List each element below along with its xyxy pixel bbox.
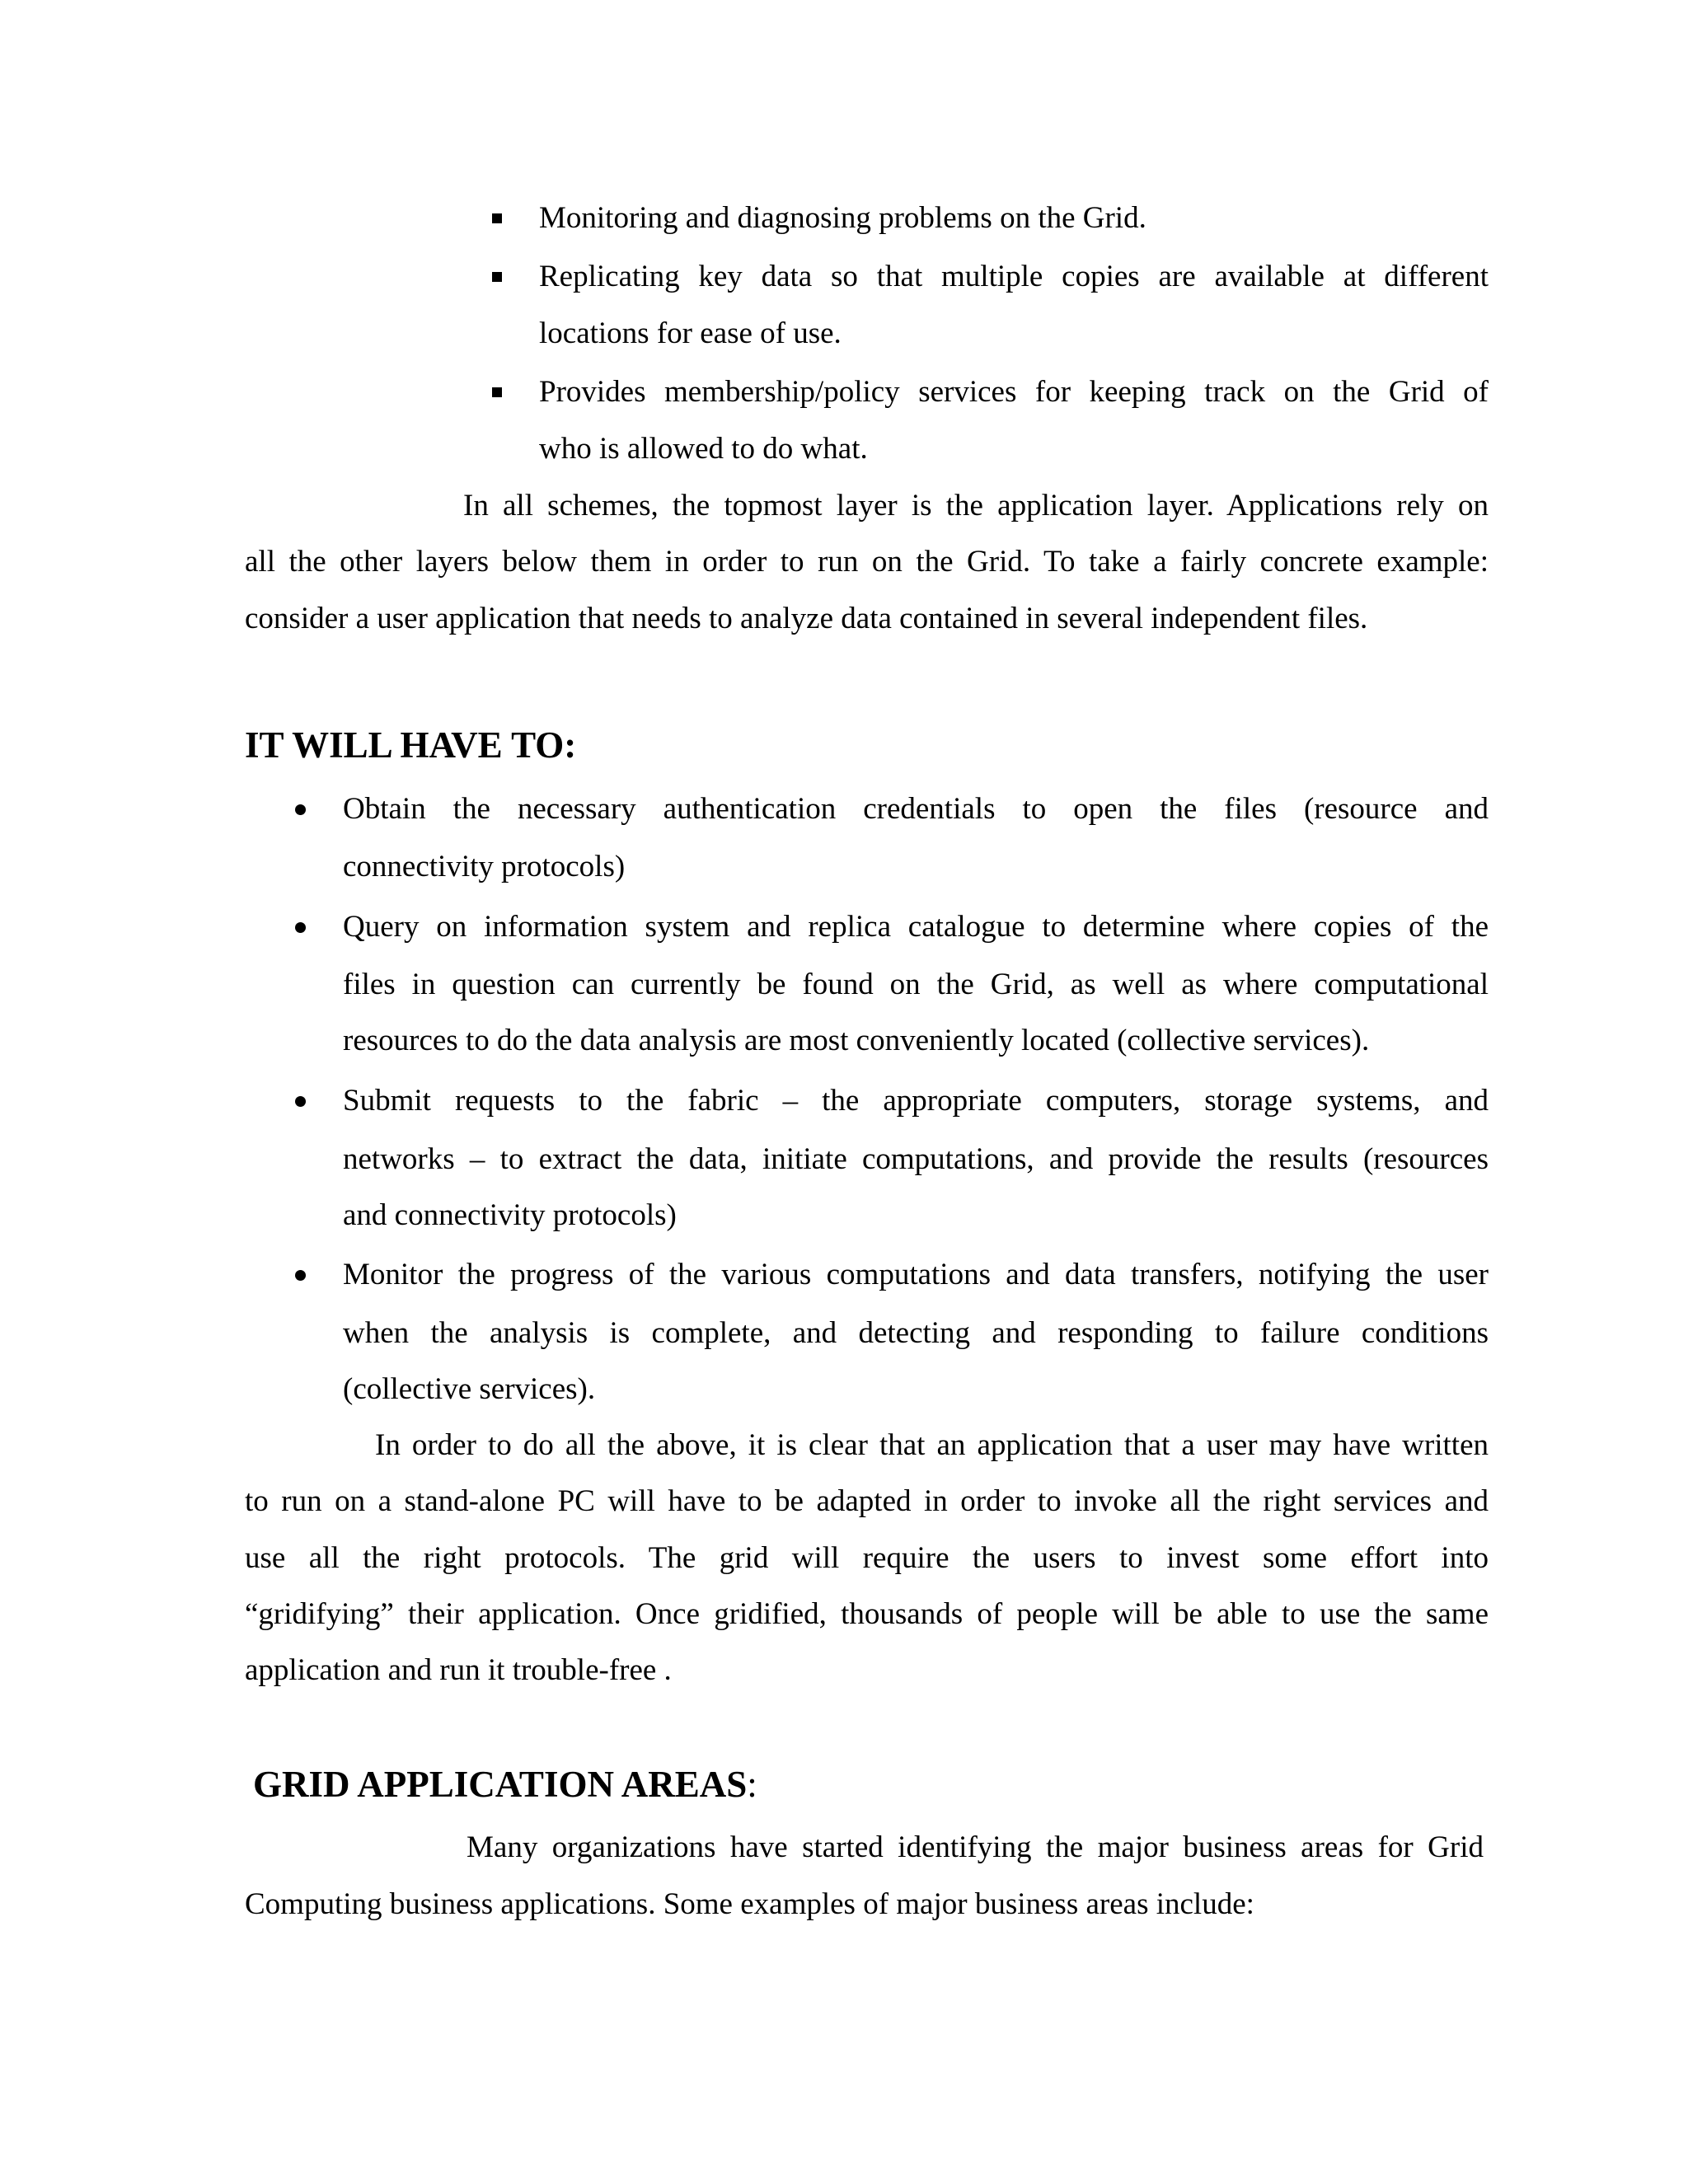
round-bullet-icon [295, 1270, 306, 1281]
square-bullet-icon [492, 213, 502, 223]
list-item-line: Provides membership/policy services for keeping track on the Grid of [539, 375, 1489, 409]
paragraph-line: “gridifying” their application. Once gridified, thousands of people will be able to use the same [245, 1597, 1489, 1631]
list-item-line: Monitoring and diagnosing problems on the Grid. [539, 201, 1146, 235]
list-item-line: who is allowed to do what. [539, 432, 868, 466]
round-bullet-icon [295, 1096, 306, 1107]
list-item-line: Replicating key data so that multiple copies are available at different [539, 260, 1489, 293]
list-item-line: and connectivity protocols) [343, 1198, 677, 1232]
paragraph-line: Computing business applications. Some examples of major business areas include: [245, 1887, 1254, 1921]
paragraph-line: all the other layers below them in order to run on the Grid. To take a fairly concrete example: [245, 545, 1489, 579]
list-item-line: resources to do the data analysis are most conveniently located (collective services). [343, 1024, 1370, 1057]
paragraph-line: application and run it trouble-free . [245, 1653, 672, 1687]
section-heading [253, 1762, 757, 1807]
list-item-line: (collective services). [343, 1372, 596, 1406]
list-item-line: files in question can currently be found on the Grid, as well as where computational [343, 968, 1489, 1001]
list-item-line: Obtain the necessary authentication credentials to open the files (resource and [343, 792, 1489, 826]
square-bullet-icon [492, 387, 502, 397]
section-heading-colon: : [747, 1764, 757, 1805]
list-item-line: Submit requests to the fabric – the appropriate computers, storage systems, and [343, 1084, 1489, 1118]
square-bullet-icon [492, 272, 502, 282]
list-item-line: Query on information system and replica catalogue to determine where copies of the [343, 910, 1489, 944]
paragraph-line: to run on a stand-alone PC will have to be adapted in order to invoke all the right services and [245, 1484, 1489, 1518]
paragraph-line: consider a user application that needs to analyze data contained in several independent files. [245, 602, 1368, 635]
list-item-line: networks – to extract the data, initiate computations, and provide the results (resources [343, 1142, 1489, 1176]
section-heading-text: GRID APPLICATION AREAS [253, 1764, 748, 1805]
list-item-line: locations for ease of use. [539, 316, 842, 350]
list-item-line: connectivity protocols) [343, 850, 626, 883]
round-bullet-icon [295, 804, 306, 815]
section-heading: IT WILL HAVE TO: [245, 724, 577, 766]
list-item-line: when the analysis is complete, and detecting and responding to failure conditions [343, 1316, 1489, 1350]
paragraph-line: In order to do all the above, it is clear that an application that a user may have written [375, 1428, 1489, 1462]
paragraph-line: In all schemes, the topmost layer is the application layer. Applications rely on [463, 489, 1489, 523]
round-bullet-icon [295, 922, 306, 933]
list-item-line: Monitor the progress of the various computations and data transfers, notifying the user [343, 1258, 1489, 1291]
paragraph-line: Many organizations have started identifying the major business areas for Grid [467, 1830, 1484, 1864]
paragraph-line: use all the right protocols. The grid will require the users to invest some effort into [245, 1541, 1489, 1575]
